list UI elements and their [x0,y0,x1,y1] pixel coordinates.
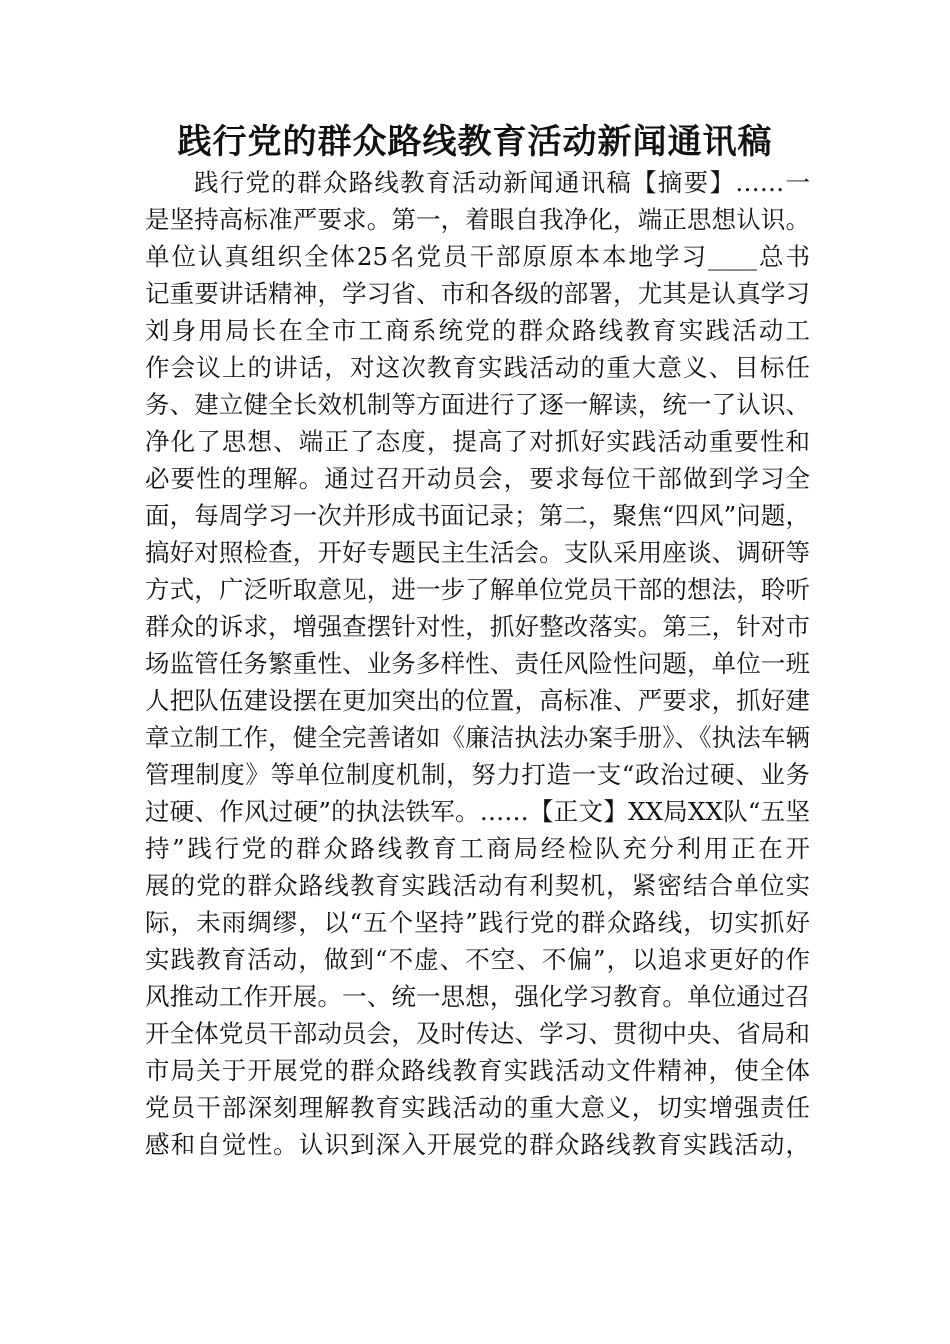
body-line: 刘身用局长在全市工商系统党的群众路线教育实践活动工 [145,316,810,345]
body-line: 面，每周学习一次并形成书面记录；第二，聚焦“四风”问题， [145,501,810,530]
body-line: 务、建立健全长效机制等方面进行了逐一解读，统一了认识、 [145,390,810,419]
body-line: 实践教育活动，做到“不虚、不空、不偏”，以追求更好的作 [145,945,810,974]
body-line: 场监管任务繁重性、业务多样性、责任风险性问题，单位一班 [145,649,810,678]
body-line: 风推动工作开展。一、统一思想，强化学习教育。单位通过召 [145,982,810,1011]
body-line: 搞好对照检查，开好专题民主生活会。支队采用座谈、调研等 [145,538,810,567]
body-line: 单位认真组织全体25名党员干部原原本本地学习____总书 [145,242,810,271]
body-line: 党员干部深刻理解教育实践活动的重大意义，切实增强责任 [145,1093,810,1122]
body-line: 净化了思想、端正了态度，提高了对抓好实践活动重要性和 [145,427,810,456]
body-line: 持”践行党的群众路线教育工商局经检队充分利用正在开 [145,834,810,863]
body-line: 感和自觉性。认识到深入开展党的群众路线教育实践活动， [145,1130,810,1159]
body-line: 开全体党员干部动员会，及时传达、学习、贯彻中央、省局和 [145,1019,810,1048]
body-line: 践行党的群众路线教育活动新闻通讯稿【摘要】……一 [194,168,810,197]
body-line: 过硬、作风过硬”的执法铁军。……【正文】XX局XX队“五坚 [145,797,810,826]
body-line: 作会议上的讲话，对这次教育实践活动的重大意义、目标任 [145,353,810,382]
body-line: 人把队伍建设摆在更加突出的位置，高标准、严要求，抓好建 [145,686,810,715]
body-line: 是坚持高标准严要求。第一，着眼自我净化，端正思想认识。 [145,205,810,234]
document-body [145,164,810,1163]
body-line: 展的党的群众路线教育实践活动有利契机，紧密结合单位实 [145,871,810,900]
body-line: 记重要讲话精神，学习省、市和各级的部署，尤其是认真学习 [145,279,810,308]
body-line: 群众的诉求，增强查摆针对性，抓好整改落实。第三，针对市 [145,612,810,641]
document-title: 践行党的群众路线教育活动新闻通讯稿 [177,122,773,162]
body-line: 际，未雨绸缪，以“五个坚持”践行党的群众路线，切实抓好 [145,908,810,937]
body-line: 章立制工作，健全完善诸如《廉洁执法办案手册》、《执法车辆 [145,723,810,752]
body-line: 市局关于开展党的群众路线教育实践活动文件精神，使全体 [145,1056,810,1085]
body-line: 方式，广泛听取意见，进一步了解单位党员干部的想法，聆听 [145,575,810,604]
body-line: 必要性的理解。通过召开动员会，要求每位干部做到学习全 [145,464,810,493]
body-line: 管理制度》等单位制度机制，努力打造一支“政治过硬、业务 [145,760,810,789]
